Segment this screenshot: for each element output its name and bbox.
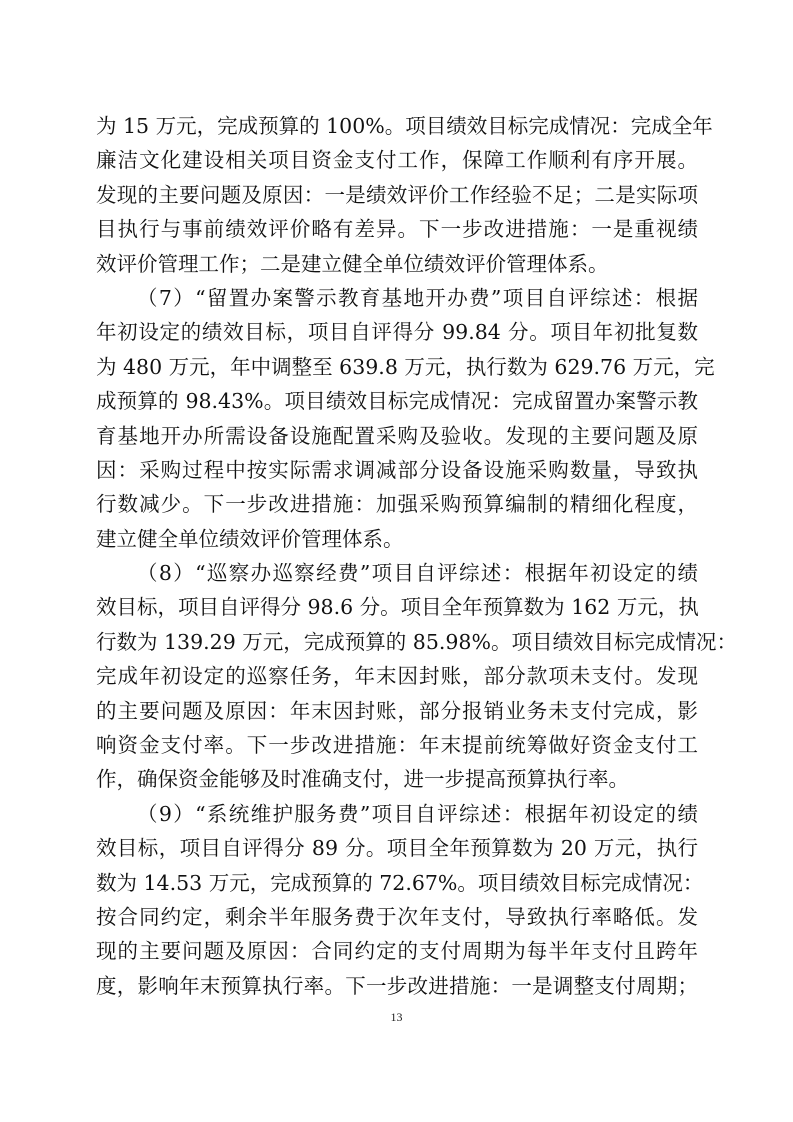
text-line: 效评价管理工作；二是建立健全单位绩效评价管理体系。: [96, 251, 609, 276]
text-line: 目执行与事前绩效评价略有差异。下一步改进措施：一是重视绩: [96, 217, 698, 242]
document-body: [96, 109, 737, 1003]
text-line: 数为 14.53 万元，完成预算的 72.67%。项目绩效目标完成情况：: [96, 870, 704, 895]
text-line: 行数为 139.29 万元，完成预算的 85.98%。项目绩效目标完成情况：: [96, 629, 737, 654]
text-line: 为 480 万元，年中调整至 639.8 万元，执行数为 629.76 万元，完: [96, 354, 715, 379]
text-line: 行数减少。下一步改进措施：加强采购预算编制的精细化程度，: [96, 492, 698, 517]
text-line: 育基地开办所需设备设施配置采购及验收。发现的主要问题及原: [96, 423, 698, 448]
text-line: 按合同约定，剩余半年服务费于次年支付，导致执行率略低。发: [96, 904, 698, 929]
text-line: 作，确保资金能够及时准确支付，进一步提高预算执行率。: [96, 767, 629, 792]
paragraph-8: [96, 556, 737, 797]
text-line: 廉洁文化建设相关项目资金支付工作，保障工作顺利有序开展。: [96, 148, 698, 173]
text-line: （8）“巡察办巡察经费”项目自评综述：根据年初设定的绩: [137, 561, 698, 586]
text-line: 现的主要问题及原因：合同约定的支付周期为每半年支付且跨年: [96, 939, 698, 964]
paragraph-9: [96, 797, 704, 1003]
text-line: 发现的主要问题及原因：一是绩效评价工作经验不足；二是实际项: [96, 182, 698, 207]
page-number: 13: [390, 1010, 403, 1024]
paragraph-7: [96, 281, 715, 556]
text-line: （7）“留置办案警示教育基地开办费”项目自评综述：根据: [137, 285, 698, 310]
text-line: 效目标，项目自评得分 98.6 分。项目全年预算数为 162 万元，执: [96, 595, 699, 620]
paragraph-6-continued: [96, 109, 713, 281]
text-line: （9）“系统维护服务费”项目自评综述：根据年初设定的绩: [137, 801, 698, 826]
text-line: 年初设定的绩效目标，项目自评得分 99.84 分。项目年初批复数: [96, 320, 698, 345]
text-line: 效目标，项目自评得分 89 分。项目全年预算数为 20 万元，执行: [96, 836, 698, 861]
text-line: 度，影响年末预算执行率。下一步改进措施：一是调整支付周期；: [96, 973, 698, 998]
text-line: 响资金支付率。下一步改进措施：年末提前统筹做好资金支付工: [96, 733, 698, 758]
text-line: 完成年初设定的巡察任务，年末因封账，部分款项未支付。发现: [96, 664, 698, 689]
text-line: 的主要问题及原因：年末因封账，部分报销业务未支付完成，影: [96, 698, 698, 723]
text-line: 因：采购过程中按实际需求调减部分设备设施采购数量，导致执: [96, 457, 698, 482]
text-line: 建立健全单位绩效评价管理体系。: [96, 526, 404, 551]
text-line: 成预算的 98.43%。项目绩效目标完成情况：完成留置办案警示教: [96, 389, 698, 414]
text-line: 为 15 万元，完成预算的 100%。项目绩效目标完成情况：完成全年: [96, 114, 713, 138]
